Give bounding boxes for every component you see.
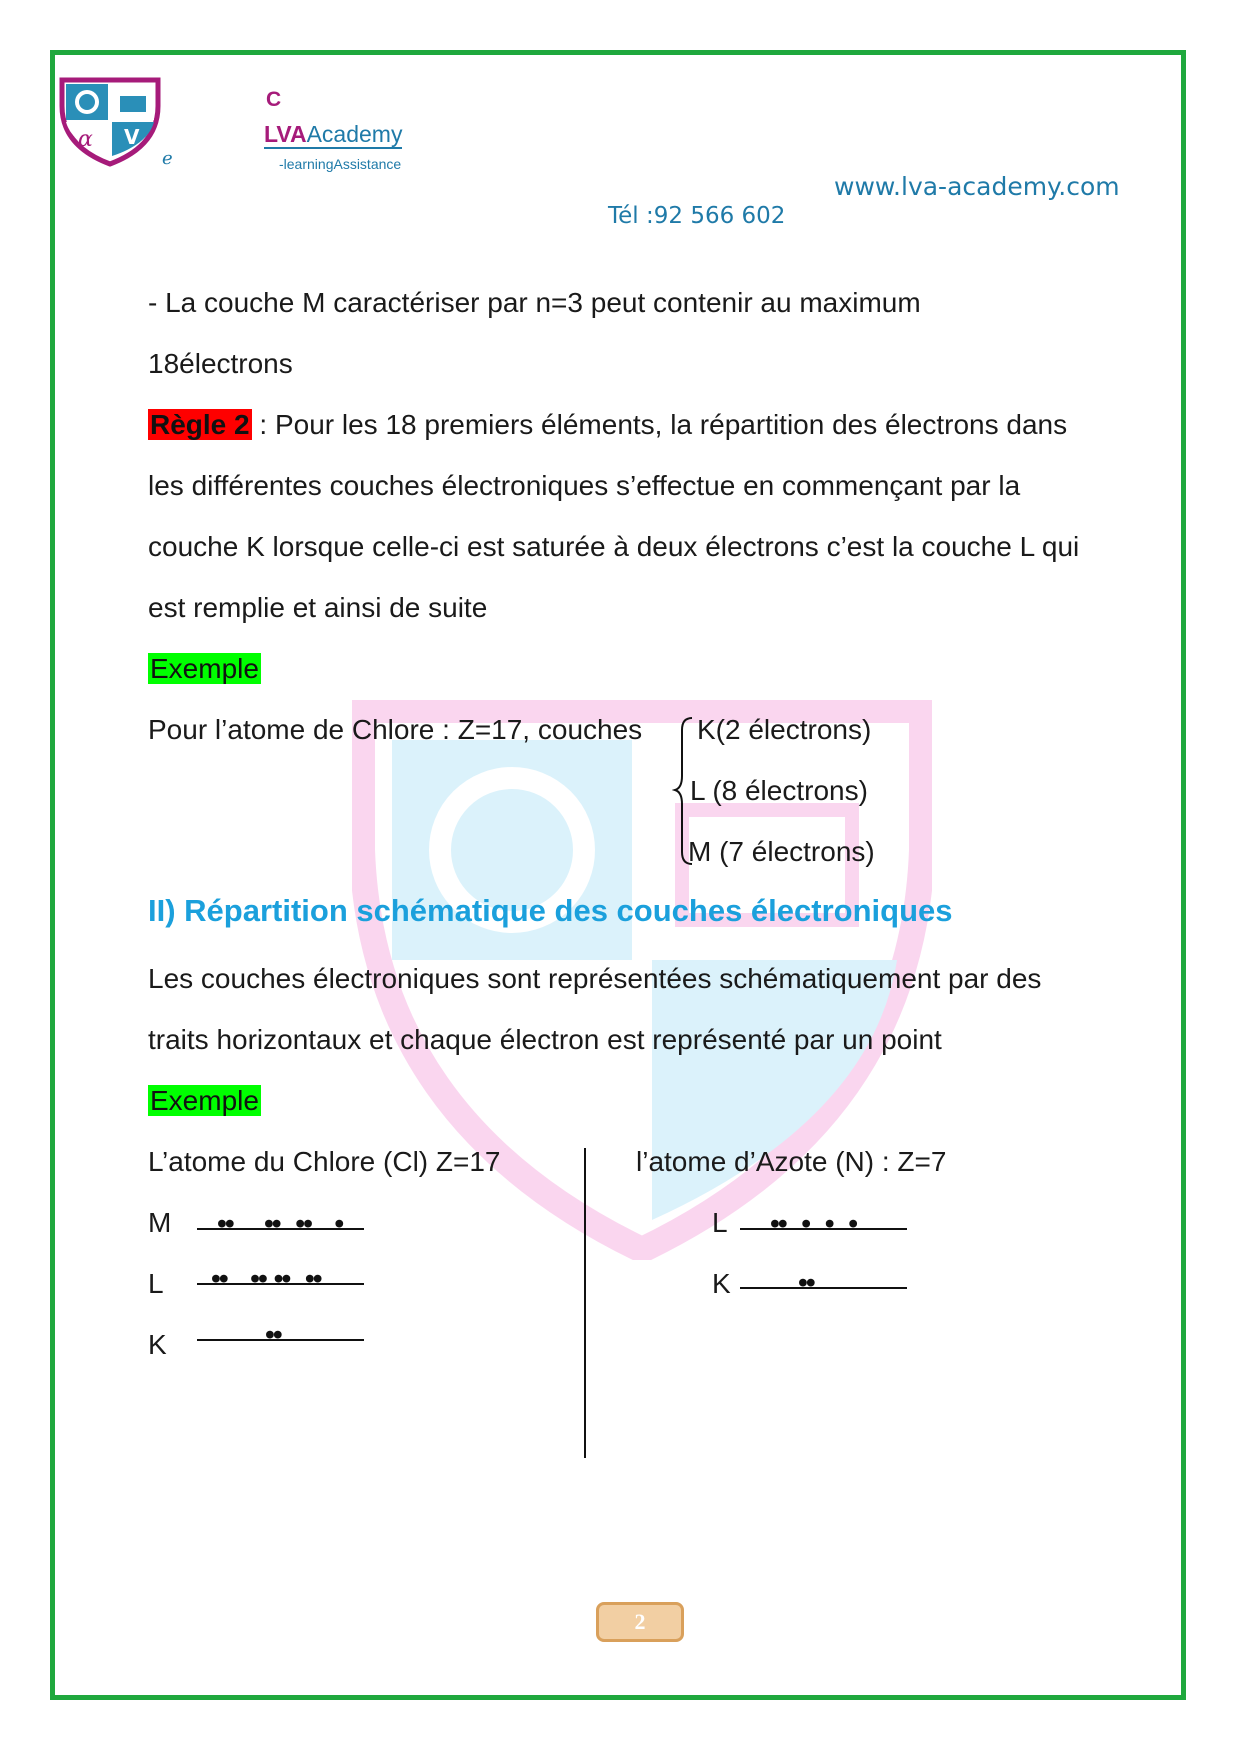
lva-logo-icon: [58, 76, 162, 168]
text-line-1: - La couche M caractériser par n=3 peut contenir au maximum: [148, 287, 921, 318]
brand-c: C: [266, 88, 282, 111]
brand-lva: LVA: [264, 121, 307, 147]
azote-diagram-title: l’atome d’Azote (N) : Z=7: [636, 1146, 947, 1177]
section-text-1: Les couches électroniques sont représentées schématiquement par des: [148, 963, 1042, 994]
azote-shell-line-k: [740, 1287, 907, 1289]
example-label-text-2: Exemple: [150, 1085, 259, 1116]
brace-item-k: K(2 électrons): [697, 714, 872, 745]
logo-alpha: α: [78, 127, 93, 152]
chlore-shell-label-l: L: [148, 1268, 164, 1299]
example-label-text: Exemple: [150, 653, 259, 684]
page-number: 2: [596, 1602, 684, 1642]
brace-item-m: M (7 électrons): [688, 836, 875, 867]
azote-shell-label-l: L: [712, 1207, 728, 1238]
section-title: II) Répartition schématique des couches électroniques: [148, 893, 953, 928]
rule-paragraph-line-3: couche K lorsque celle-ci est saturée à deux électrons c’est la couche L qui: [148, 531, 1080, 562]
chlore-diagram-title: L’atome du Chlore (Cl) Z=17: [148, 1146, 501, 1177]
brand-e: e: [162, 148, 173, 169]
azote-shell-label-k: K: [712, 1268, 731, 1299]
text-line-2: 18électrons: [148, 348, 293, 379]
example-label-1: [148, 652, 261, 686]
rule-paragraph-line-4: est remplie et ainsi de suite: [148, 592, 488, 623]
rule-label: Règle 2: [150, 409, 250, 440]
chlore-electrons-m: ●● ●● ●● ●: [218, 1216, 344, 1231]
brand-name: [264, 122, 402, 149]
chlore-intro: Pour l’atome de Chlore : Z=17, couches: [148, 714, 643, 745]
chlore-shell-label-m: M: [148, 1207, 172, 1238]
rule-text-1: : Pour les 18 premiers éléments, la répartition des électrons dans: [251, 409, 1068, 440]
chlore-electrons-k: ●●: [266, 1327, 282, 1342]
example-label-2: [148, 1084, 261, 1118]
rule-paragraph-line-2: les différentes couches électroniques s’effectue en commençant par la: [148, 470, 1021, 501]
brand-tagline: -learningAssistance: [279, 156, 402, 172]
brace-item-l: L (8 électrons): [690, 775, 868, 806]
chlore-shell-label-k: K: [148, 1329, 167, 1360]
logo-v: V: [124, 125, 140, 149]
azote-electrons-l: ●● ● ● ●: [771, 1216, 858, 1231]
azote-electrons-k: ●●: [799, 1275, 815, 1290]
diagram-divider: [584, 1148, 586, 1458]
phone-number: Tél :92 566 602: [608, 203, 786, 229]
website-link[interactable]: www.lva-academy.com: [834, 172, 1120, 201]
rule-paragraph-line-1: [148, 408, 1067, 442]
brand-academy: Academy: [306, 121, 403, 147]
section-text-2: traits horizontaux et chaque électron est représenté par un point: [148, 1024, 942, 1055]
chlore-electrons-l: ●● ●● ●● ●●: [212, 1271, 322, 1286]
